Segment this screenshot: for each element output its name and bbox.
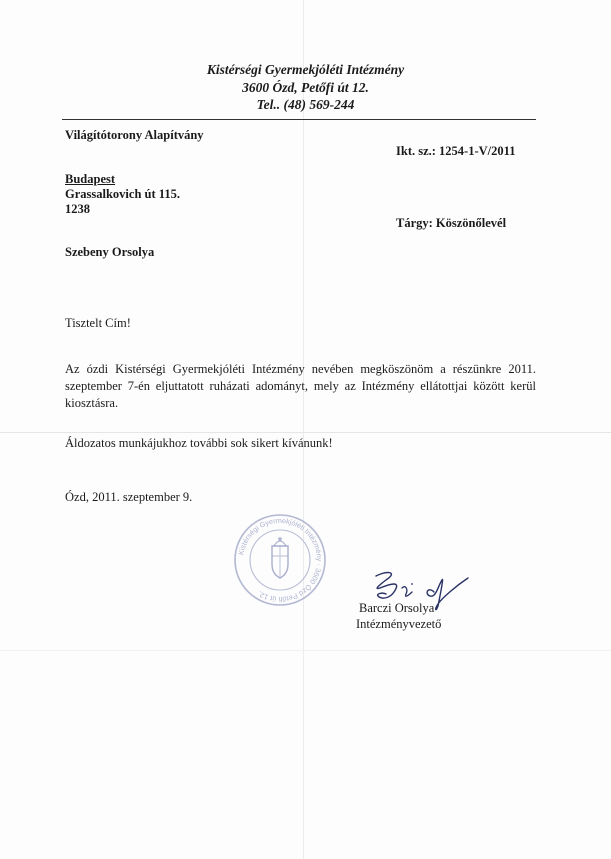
- official-stamp-icon: [232, 512, 328, 608]
- letter-body-line: szeptember 7-én eljuttatott ruházati adományt, mely az Intézmény ellátottjai között kerül: [65, 379, 536, 393]
- recipient-street: Grassalkovich út 115.: [65, 187, 180, 201]
- reference-number: Ikt. sz.: 1254-1-V/2011: [396, 144, 516, 158]
- letterhead-divider: [62, 119, 536, 120]
- letter-subject: Tárgy: Köszönőlevél: [396, 216, 507, 230]
- salutation: Tisztelt Cím!: [65, 316, 131, 330]
- paper-fold-horizontal-lower: [0, 650, 611, 651]
- recipient-city: Budapest: [65, 172, 116, 186]
- paper-fold-vertical: [303, 0, 304, 859]
- recipient-postal-code: 1238: [65, 202, 90, 216]
- letter-body-line: kiosztásra.: [65, 396, 119, 410]
- letter-body-line: Az ózdi Kistérségi Gyermekjóléti Intézmény nevében megköszönöm a részünkre 2011.: [65, 362, 536, 376]
- place-and-date: Ózd, 2011. szeptember 9.: [65, 490, 193, 504]
- recipient-name: Világítótorony Alapítvány: [65, 128, 204, 142]
- closing-wish: Áldozatos munkájukhoz további sok sikert kívánunk!: [65, 436, 333, 450]
- letterhead-org-name: Kistérségi Gyermekjóléti Intézmény: [206, 62, 405, 77]
- signer-title: Intézményvezető: [356, 617, 442, 631]
- letter-body: [65, 361, 536, 412]
- paper-fold-horizontal: [0, 432, 611, 433]
- signer-name: Barczi Orsolya: [359, 601, 435, 615]
- stamp-text: Kistérségi Gyermekjóléti Intézmény · 3600 Ózd Petőfi út 12.: [236, 515, 325, 605]
- letterhead-phone: Tel.. (48) 569-244: [256, 97, 355, 112]
- letterhead-address: 3600 Ózd, Petőfi út 12.: [242, 80, 369, 95]
- recipient-person: Szebeny Orsolya: [65, 245, 155, 259]
